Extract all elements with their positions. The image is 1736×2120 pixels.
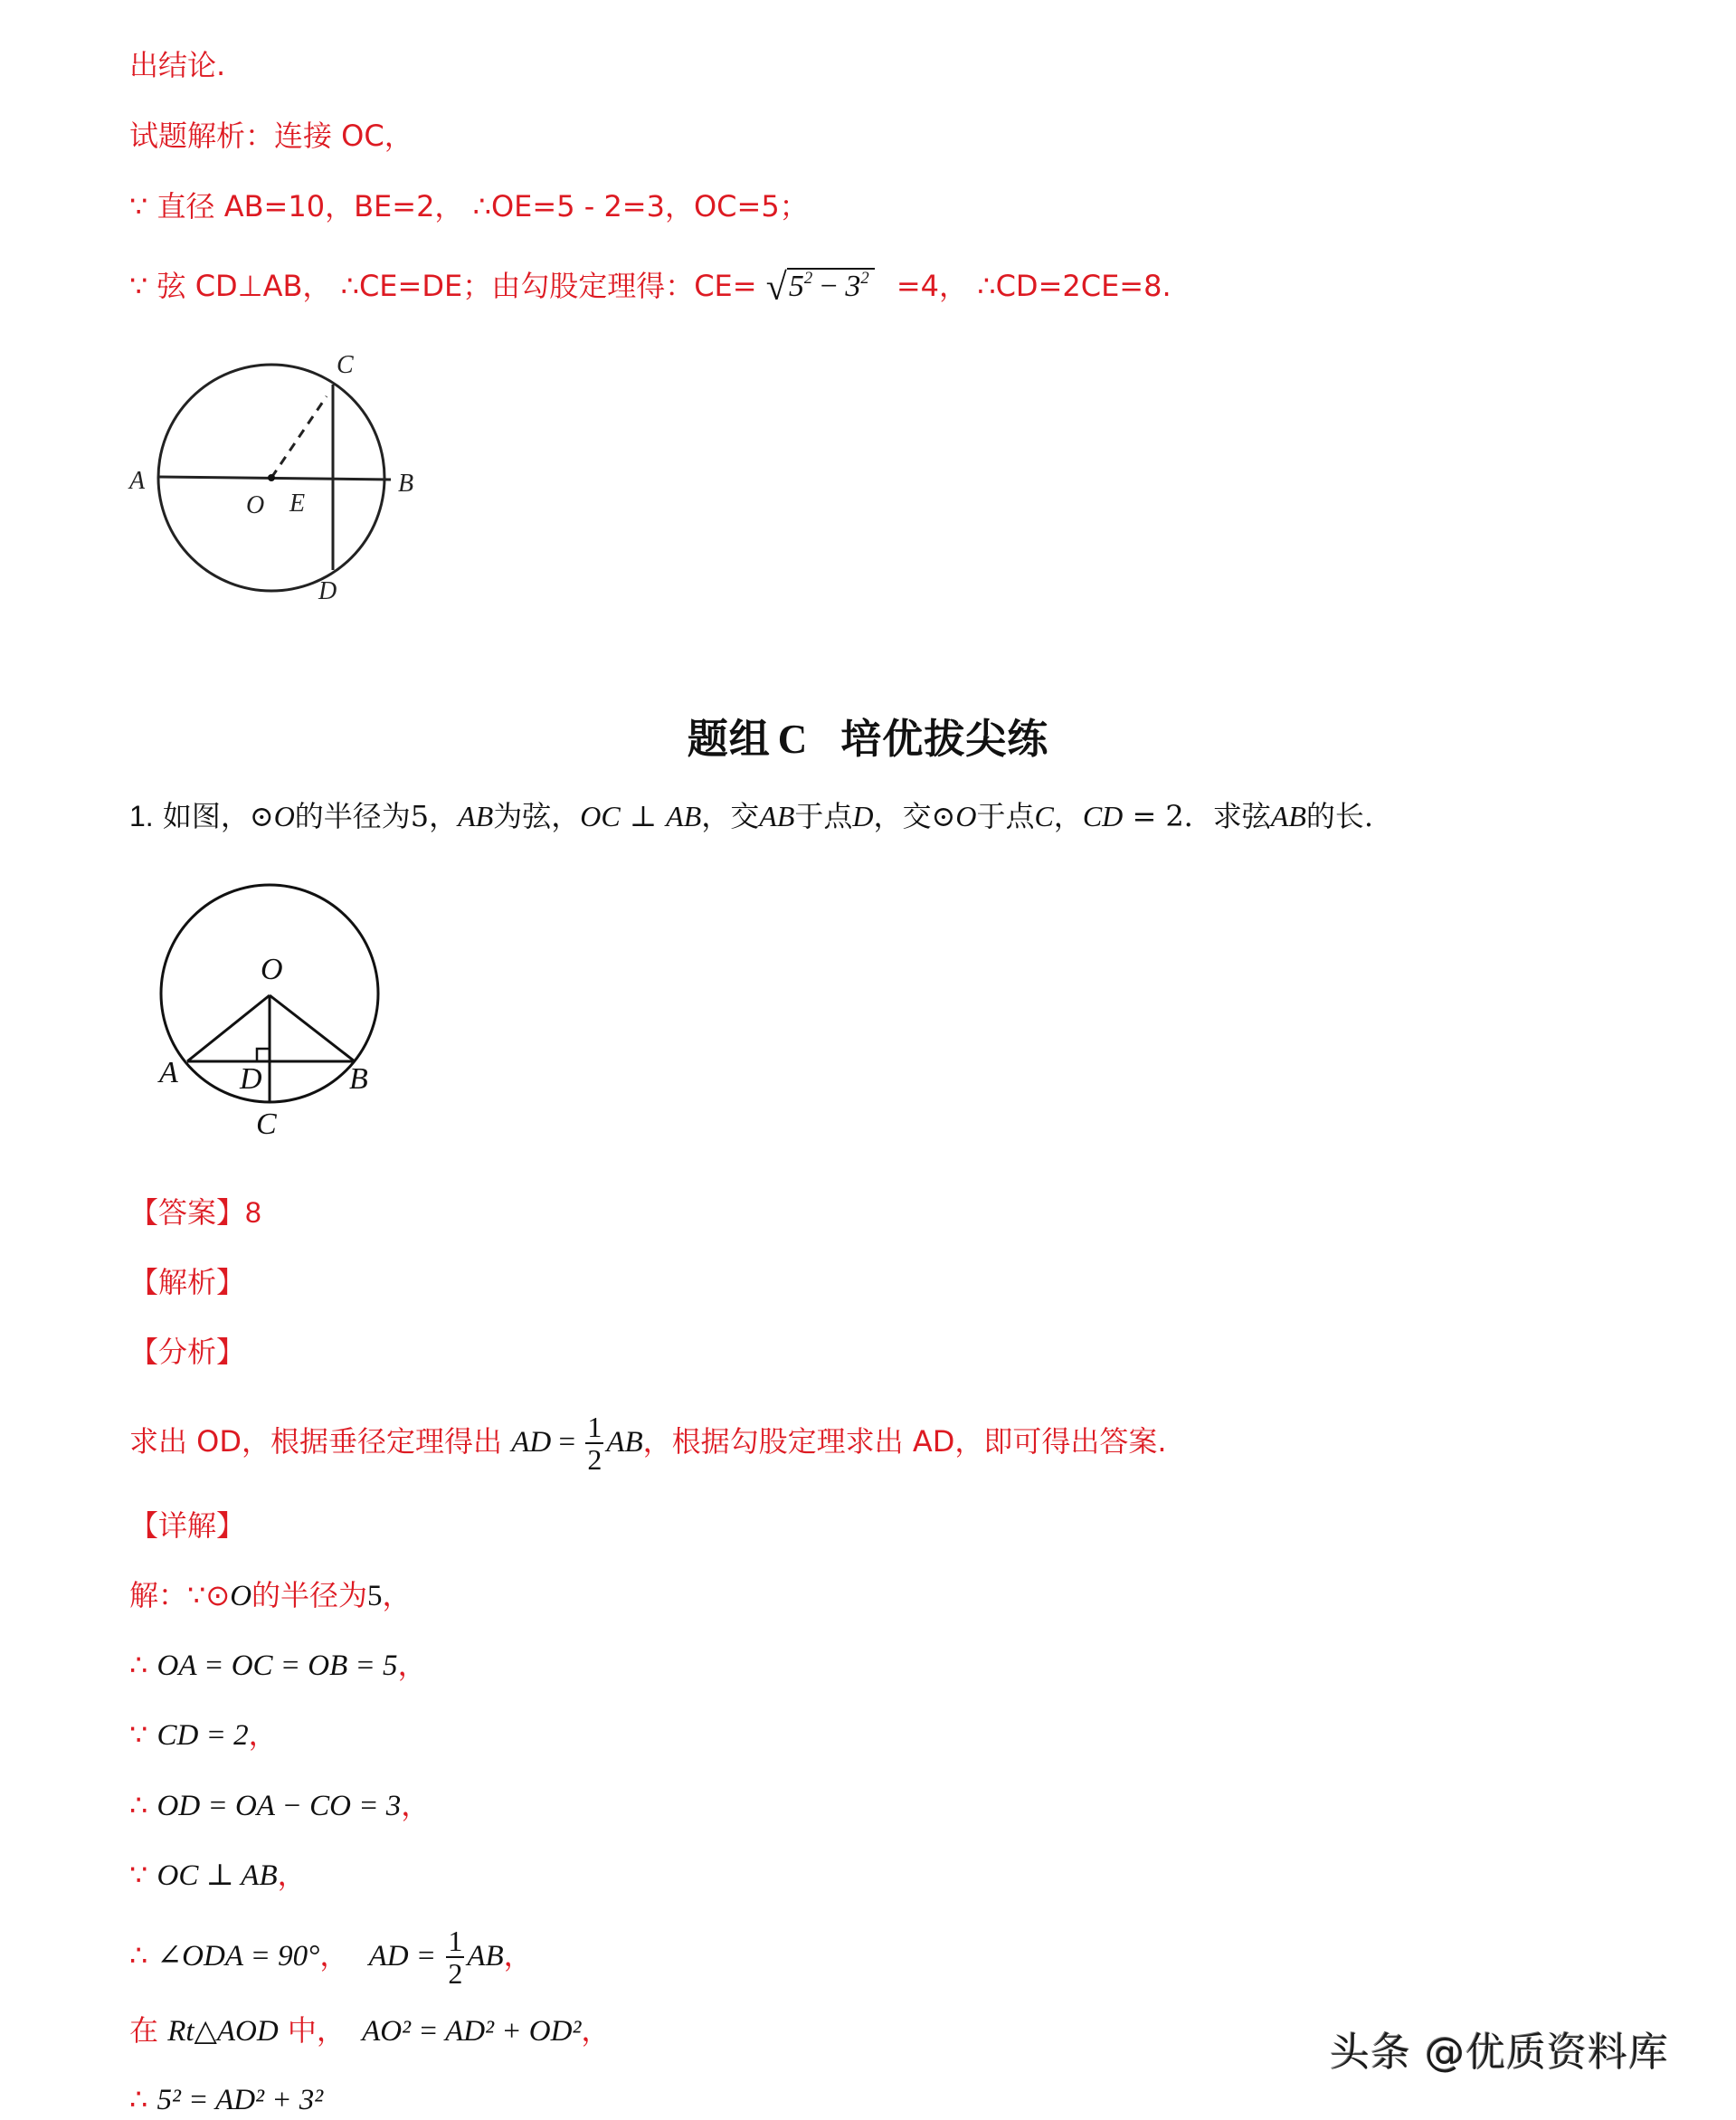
math-var: O xyxy=(273,800,295,832)
figure-circle-diameter-chord xyxy=(118,339,443,611)
step2-text-a: 弦 CD⊥AB， xyxy=(157,269,332,303)
solution-punct: ， xyxy=(503,1938,533,1973)
section-heading xyxy=(0,706,1736,765)
label-d: D xyxy=(318,577,337,605)
math-var: AB xyxy=(458,800,494,832)
answer-value: 8 xyxy=(245,1196,261,1229)
therefore-symbol: ∴ xyxy=(129,1788,148,1822)
solution-math: CD = 2 xyxy=(157,1719,249,1752)
therefore-symbol: ∴ xyxy=(340,269,359,303)
solution-line-8 xyxy=(129,2079,323,2120)
math-var: AB xyxy=(759,800,795,832)
watermark: 头条 @优质资料库 xyxy=(1330,2030,1669,2076)
analysis-label-line xyxy=(129,1262,245,1302)
solution-punct: ， xyxy=(277,1858,307,1892)
fenxi-label-line xyxy=(129,1332,245,1372)
math-var: CD xyxy=(1082,800,1124,832)
solution-math: 5² = AD² + 3² xyxy=(157,2084,324,2116)
therefore-symbol: ∴ xyxy=(472,189,491,223)
problem-text: 的半径为5， xyxy=(294,799,459,833)
conclusion-tail xyxy=(129,45,225,85)
problem-text: ， xyxy=(1053,799,1083,833)
solution-math: O xyxy=(230,1580,252,1612)
problem-text: 如图，⊙ xyxy=(162,799,274,833)
math-var: AB xyxy=(666,800,702,832)
problem-text: 的长. xyxy=(1305,799,1374,833)
fenxi-label: 【分析】 xyxy=(129,1335,246,1369)
heading-letter: C xyxy=(777,717,809,762)
fenxi-text-a: 求出 OD，根据垂径定理得出 xyxy=(129,1424,512,1459)
problem-1-statement xyxy=(129,796,1373,836)
solution-punct: ， xyxy=(401,1788,431,1822)
analysis-label: 【解析】 xyxy=(129,1265,246,1299)
segment-ob xyxy=(270,995,355,1061)
because-symbol: ∵ xyxy=(129,189,148,223)
solution-line-1 xyxy=(129,1575,412,1616)
solution-text: 的半径为 xyxy=(251,1578,368,1612)
answer-label: 【答案】 xyxy=(129,1195,246,1230)
solution-line-4 xyxy=(129,1785,430,1826)
solution-punct: ， xyxy=(382,1578,412,1612)
solution-math-triangle: Rt△AOD xyxy=(167,2015,279,2048)
heading-title: 培优拔尖练 xyxy=(840,715,1049,763)
solution-punct: ， xyxy=(319,1938,349,1973)
detail-label: 【详解】 xyxy=(129,1508,246,1543)
math-var: OC xyxy=(580,800,621,832)
label-o: O xyxy=(261,953,283,986)
label-c: C xyxy=(337,351,354,379)
step1-text: 直径 AB=10，BE=2， xyxy=(157,189,464,223)
formula-rhs: AB xyxy=(606,1426,643,1459)
solution-punct: ， xyxy=(581,2013,611,2048)
fenxi-text-b: ，根据勾股定理求出 AD，即可得出答案. xyxy=(642,1424,1167,1459)
solution-math: OC ⊥ AB xyxy=(157,1859,278,1892)
solution-math-rhs: AB xyxy=(467,1940,504,1973)
step2-text-c: =4， xyxy=(896,269,969,303)
sqrt-exp-1: 2 xyxy=(803,268,813,288)
frac-num: 1 xyxy=(587,1411,602,1443)
frac-den: 2 xyxy=(587,1443,602,1476)
sqrt-minus: − xyxy=(812,270,846,303)
solution-value: 5 xyxy=(367,1580,383,1612)
frac-num: 1 xyxy=(448,1925,463,1957)
formula-lhs: AD xyxy=(511,1426,552,1459)
solution-line-6 xyxy=(129,1925,533,1989)
analysis-intro xyxy=(129,116,413,156)
sqrt-expression xyxy=(766,267,875,308)
solution-punct: ， xyxy=(397,1648,427,1682)
sqrt-base-2: 3 xyxy=(845,270,861,303)
right-angle-mark xyxy=(257,1049,270,1061)
solution-step-2 xyxy=(129,266,1172,308)
sqrt-exp-2: 2 xyxy=(860,268,869,288)
therefore-symbol: ∴ xyxy=(129,2082,148,2116)
label-d: D xyxy=(240,1062,262,1096)
label-c: C xyxy=(256,1108,277,1141)
heading-prefix: 题组 xyxy=(687,715,771,763)
radical-sign: √ xyxy=(765,267,787,309)
math-var: AB xyxy=(1270,800,1306,832)
solution-step-1 xyxy=(129,186,809,226)
therefore-symbol: ∴ xyxy=(977,269,996,303)
problem-text: 于点 xyxy=(794,799,853,833)
because-symbol: ∵ xyxy=(129,269,148,303)
frac-den: 2 xyxy=(448,1957,463,1990)
solution-prefix: 在 xyxy=(129,2013,159,2048)
fenxi-text-line xyxy=(129,1412,1167,1475)
center-point xyxy=(268,474,275,481)
step1-result: OE=5 - 2=3，OC=5； xyxy=(490,189,809,223)
conclusion-text: 出结论. xyxy=(129,48,226,82)
fraction-half xyxy=(446,1925,464,1989)
problem-text: 于点 xyxy=(976,799,1035,833)
label-e: E xyxy=(289,490,306,518)
because-symbol: ∵ xyxy=(129,1717,148,1752)
sqrt-base-1: 5 xyxy=(788,270,804,303)
label-b: B xyxy=(349,1062,368,1096)
problem-text: 为弦， xyxy=(493,799,581,833)
solution-line-5 xyxy=(129,1855,307,1896)
problem-text: ，交⊙ xyxy=(873,799,956,833)
math-var: D xyxy=(852,800,874,832)
label-o: O xyxy=(246,491,265,519)
solution-text: 中， xyxy=(278,2013,346,2048)
fraction-half xyxy=(585,1412,603,1475)
label-b: B xyxy=(398,470,414,498)
answer-line xyxy=(129,1193,261,1232)
solution-math-pythagoras: AO² = AD² + OD² xyxy=(362,2015,582,2048)
analysis-intro-text: 试题解析：连接 OC， xyxy=(129,119,413,153)
because-symbol: ∵ xyxy=(129,1858,148,1892)
formula-eq: = xyxy=(551,1426,583,1459)
perp-symbol: ⊥ xyxy=(620,799,667,833)
step2-text-d: CD=2CE=8. xyxy=(995,269,1172,303)
problem-text: = 2．求弦 xyxy=(1123,799,1271,833)
solution-math-angle: ∠ODA = 90° xyxy=(157,1940,320,1973)
solution-math-lhs: AD = xyxy=(368,1940,444,1973)
therefore-symbol: ∴ xyxy=(129,1938,148,1973)
solution-line-7 xyxy=(129,2011,610,2051)
label-a: A xyxy=(159,1056,178,1089)
step2-text-b: CE=DE；由勾股定理得：CE= xyxy=(358,269,757,303)
problem-number: 1. xyxy=(129,800,154,832)
label-a: A xyxy=(129,467,146,495)
solution-punct: ， xyxy=(248,1717,278,1752)
problem-text: ，交 xyxy=(701,799,760,833)
math-var: C xyxy=(1034,800,1054,832)
solution-line-2 xyxy=(129,1645,427,1686)
therefore-symbol: ∴ xyxy=(129,1648,148,1682)
math-var: O xyxy=(955,800,977,832)
solution-math: OD = OA − CO = 3 xyxy=(157,1790,402,1822)
detail-label-line xyxy=(129,1506,245,1545)
dashed-oc xyxy=(271,396,327,478)
figure-circle-chord-perpendicular xyxy=(136,864,407,1145)
solution-line-3 xyxy=(129,1715,278,1755)
solution-math: OA = OC = OB = 5 xyxy=(157,1649,398,1682)
solution-prefix: 解：∵⊙ xyxy=(129,1578,231,1612)
